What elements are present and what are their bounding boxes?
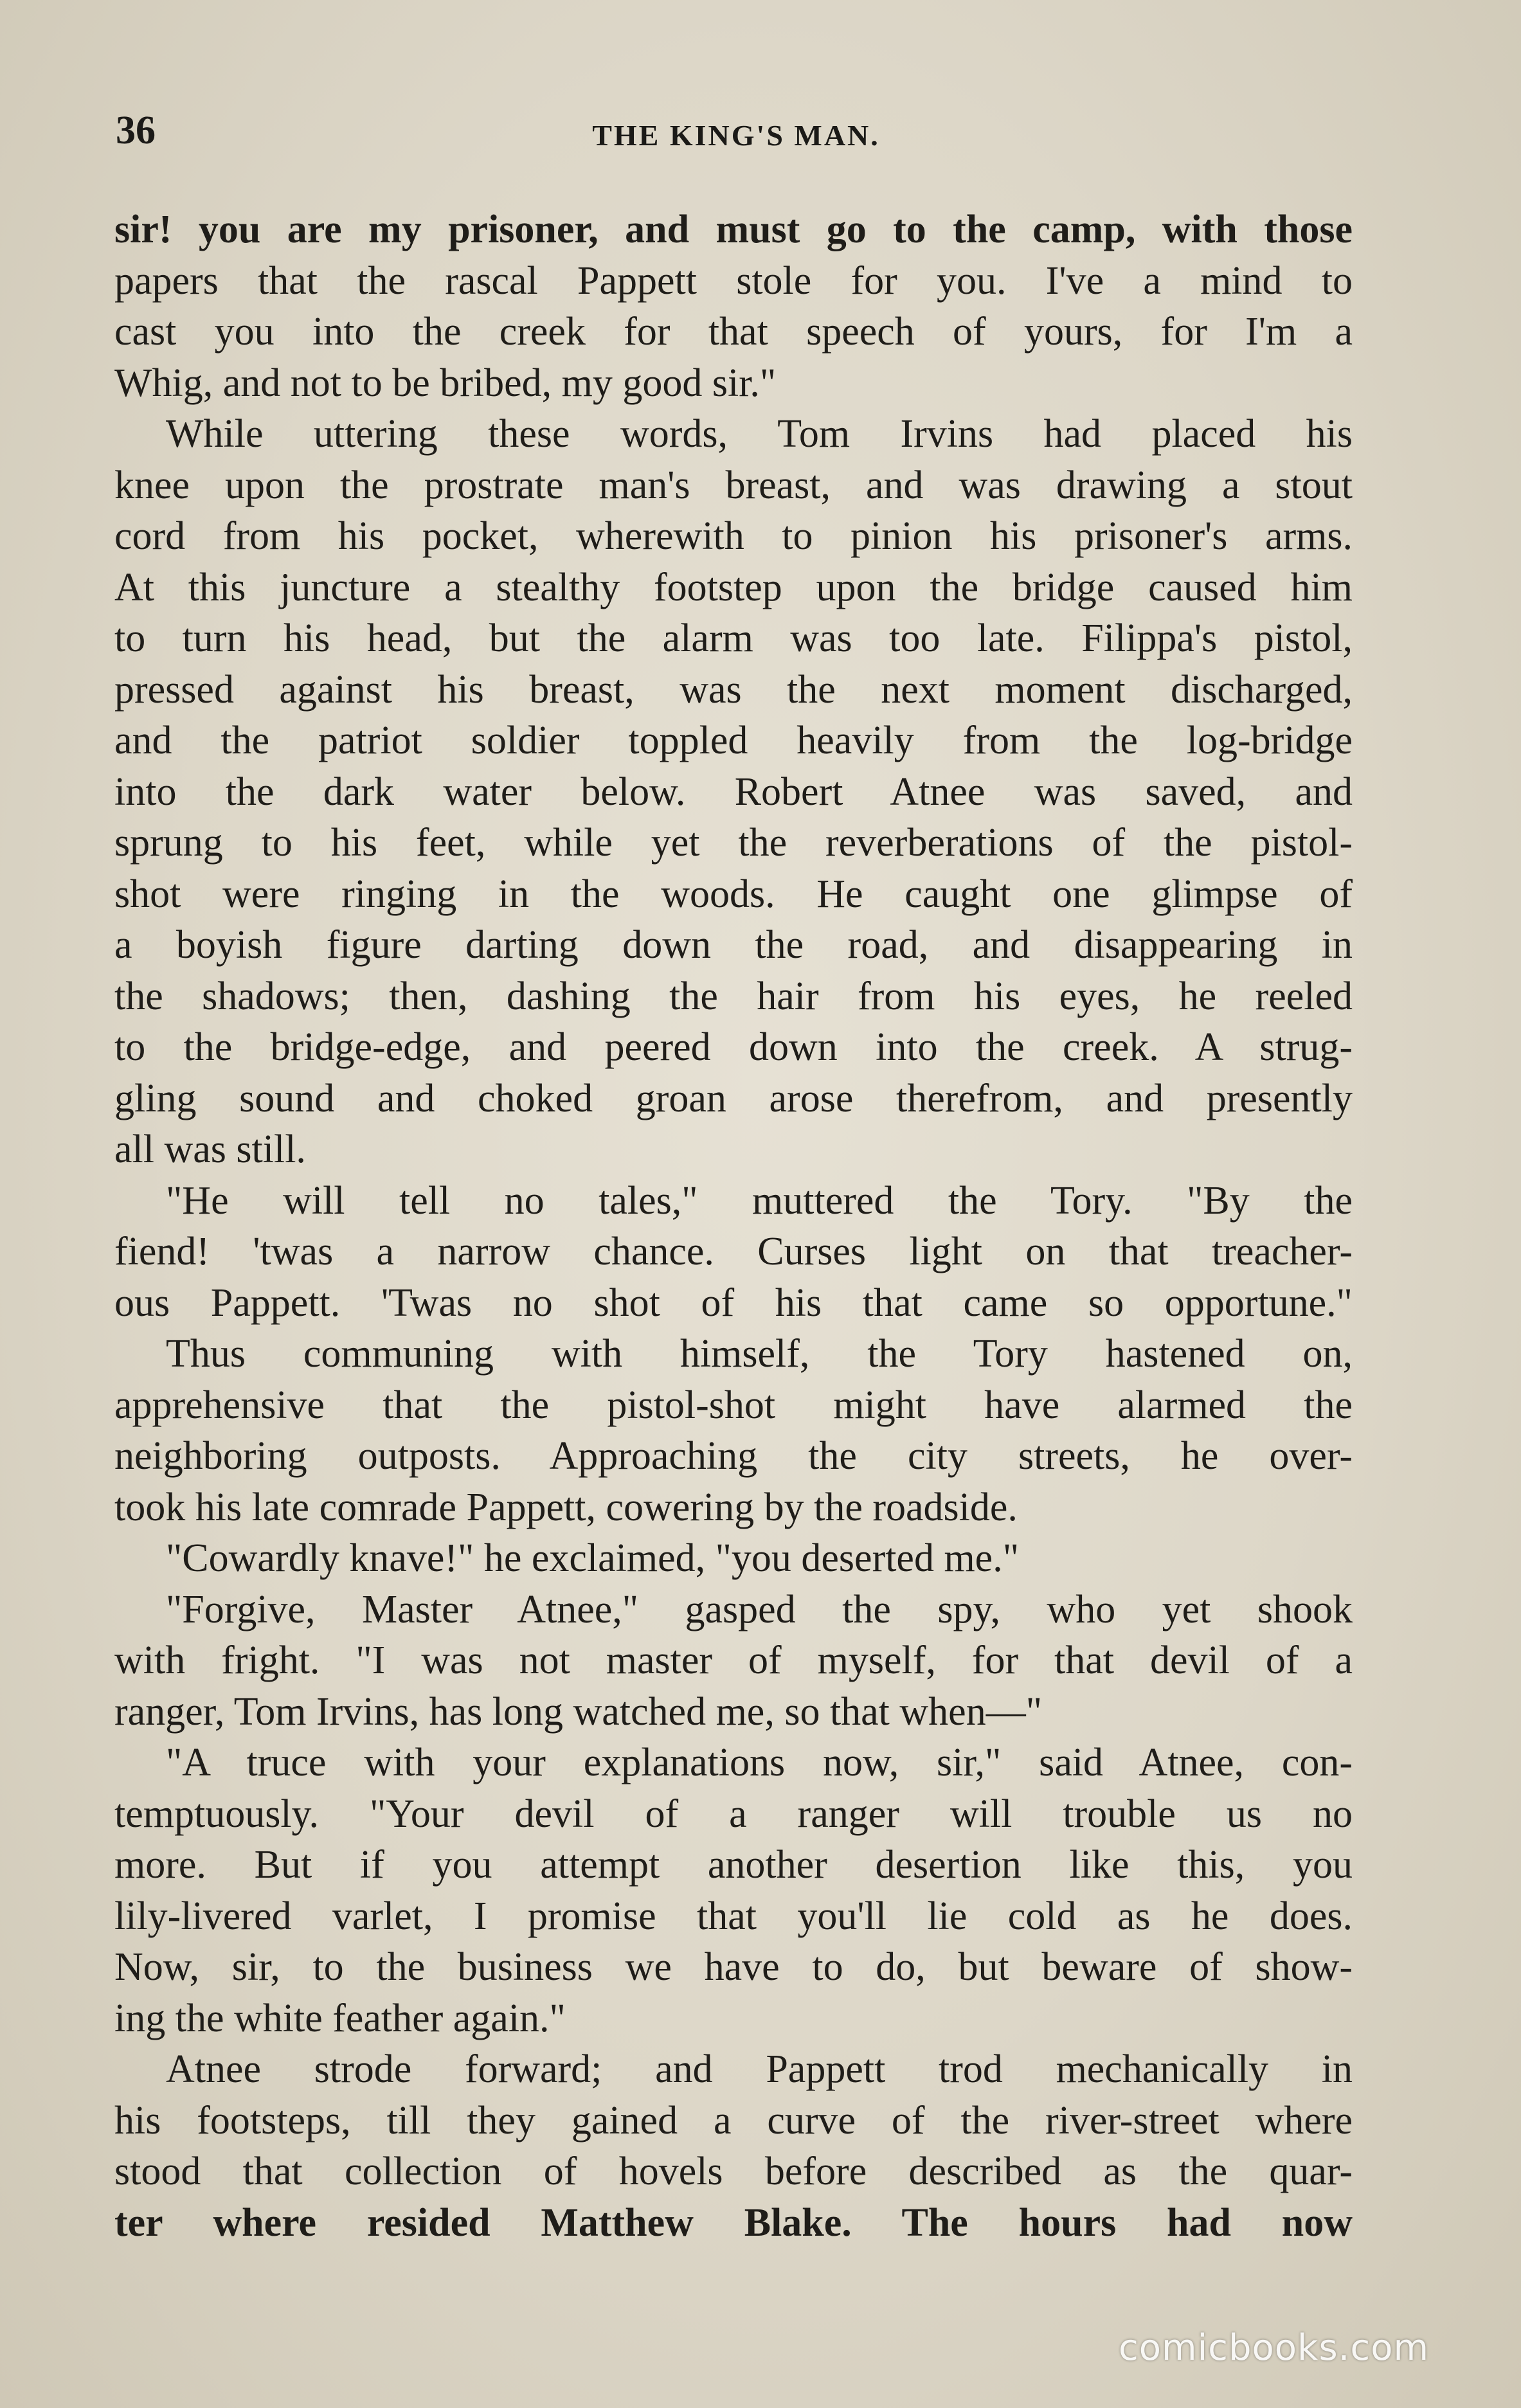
text-line: apprehensive that the pistol-shot might have alarmed the: [114, 1383, 1353, 1427]
text-line: cast you into the creek for that speech of yours, for I'm a: [114, 310, 1353, 354]
text-line: took his late comrade Pappett, cowering by the roadside.: [114, 1485, 1018, 1529]
text-line: with fright. "I was not master of myself, for that devil of a: [114, 1639, 1353, 1682]
text-line: shot were ringing in the woods. He caught one glimpse of: [114, 872, 1353, 916]
text-line: Now, sir, to the business we have to do, but beware of show-: [114, 1945, 1353, 1989]
text-line: into the dark water below. Robert Atnee was saved, and: [114, 769, 1353, 814]
text-line: "Forgive, Master Atnee," gasped the spy, who yet shook: [166, 1587, 1353, 1631]
text-line: to the bridge-edge, and peered down into the creek. A strug-: [114, 1025, 1353, 1069]
text-line: ranger, Tom Irvins, has long watched me, so that when—": [114, 1689, 1043, 1734]
text-line: sprung to his feet, while yet the reverberations of the pistol-: [114, 821, 1353, 865]
body-text: [114, 204, 1353, 2249]
text-line: cord from his pocket, wherewith to pinion his prisoner's arms.: [114, 514, 1353, 558]
text-line: Whig, and not to be bribed, my good sir.": [114, 361, 777, 405]
running-title: THE KING'S MAN.: [592, 119, 880, 152]
text-line: to turn his head, but the alarm was too late. Filippa's pistol,: [114, 616, 1353, 660]
text-line: While uttering these words, Tom Irvins had placed his: [166, 412, 1353, 456]
text-line: "A truce with your explanations now, sir," said Atnee, con-: [166, 1741, 1353, 1784]
text-line: neighboring outposts. Approaching the city streets, he over-: [114, 1434, 1353, 1478]
text-line: "Cowardly knave!" he exclaimed, "you deserted me.": [166, 1536, 1020, 1580]
text-line: ter where resided Matthew Blake. The hours had now: [114, 2200, 1353, 2245]
running-head: [116, 103, 1356, 161]
page-number: 36: [116, 109, 156, 152]
text-line: sir! you are my prisoner, and must go to the camp, with those: [114, 208, 1353, 251]
text-line: pressed against his breast, was the next moment discharged,: [114, 667, 1353, 712]
text-line: temptuously. "Your devil of a ranger will trouble us no: [114, 1792, 1353, 1836]
text-line: all was still.: [114, 1128, 306, 1171]
watermark: comicbooks.com: [1119, 2327, 1430, 2369]
text-line: and the patriot soldier toppled heavily from the log-bridge: [114, 719, 1353, 762]
text-line: the shadows; then, dashing the hair from his eyes, he reeled: [114, 974, 1353, 1018]
text-line: more. But if you attempt another desertion like this, you: [114, 1843, 1353, 1887]
text-line: Thus communing with himself, the Tory hastened on,: [166, 1332, 1353, 1376]
text-line: stood that collection of hovels before described as the quar-: [114, 2150, 1353, 2193]
text-line: a boyish figure darting down the road, and disappearing in: [114, 923, 1353, 967]
text-line: lily-livered varlet, I promise that you'll lie cold as he does.: [114, 1894, 1353, 1938]
text-line: gling sound and choked groan arose therefrom, and presently: [114, 1076, 1353, 1120]
text-line: ous Pappett. 'Twas no shot of his that came so opportune.": [114, 1280, 1353, 1325]
text-line: At this juncture a stealthy footstep upon the bridge caused him: [114, 565, 1353, 609]
text-line: his footsteps, till they gained a curve of the river-street where: [114, 2098, 1353, 2143]
text-line: "He will tell no tales," muttered the Tory. "By the: [166, 1178, 1353, 1223]
text-line: papers that the rascal Pappett stole for you. I've a mind to: [114, 258, 1353, 303]
text-line: Atnee strode forward; and Pappett trod mechanically in: [166, 2047, 1353, 2091]
text-line: knee upon the prostrate man's breast, and was drawing a stout: [114, 463, 1353, 507]
text-line: ing the white feather again.": [114, 1996, 566, 2040]
text-line: fiend! 'twas a narrow chance. Curses light on that treacher-: [114, 1230, 1353, 1273]
